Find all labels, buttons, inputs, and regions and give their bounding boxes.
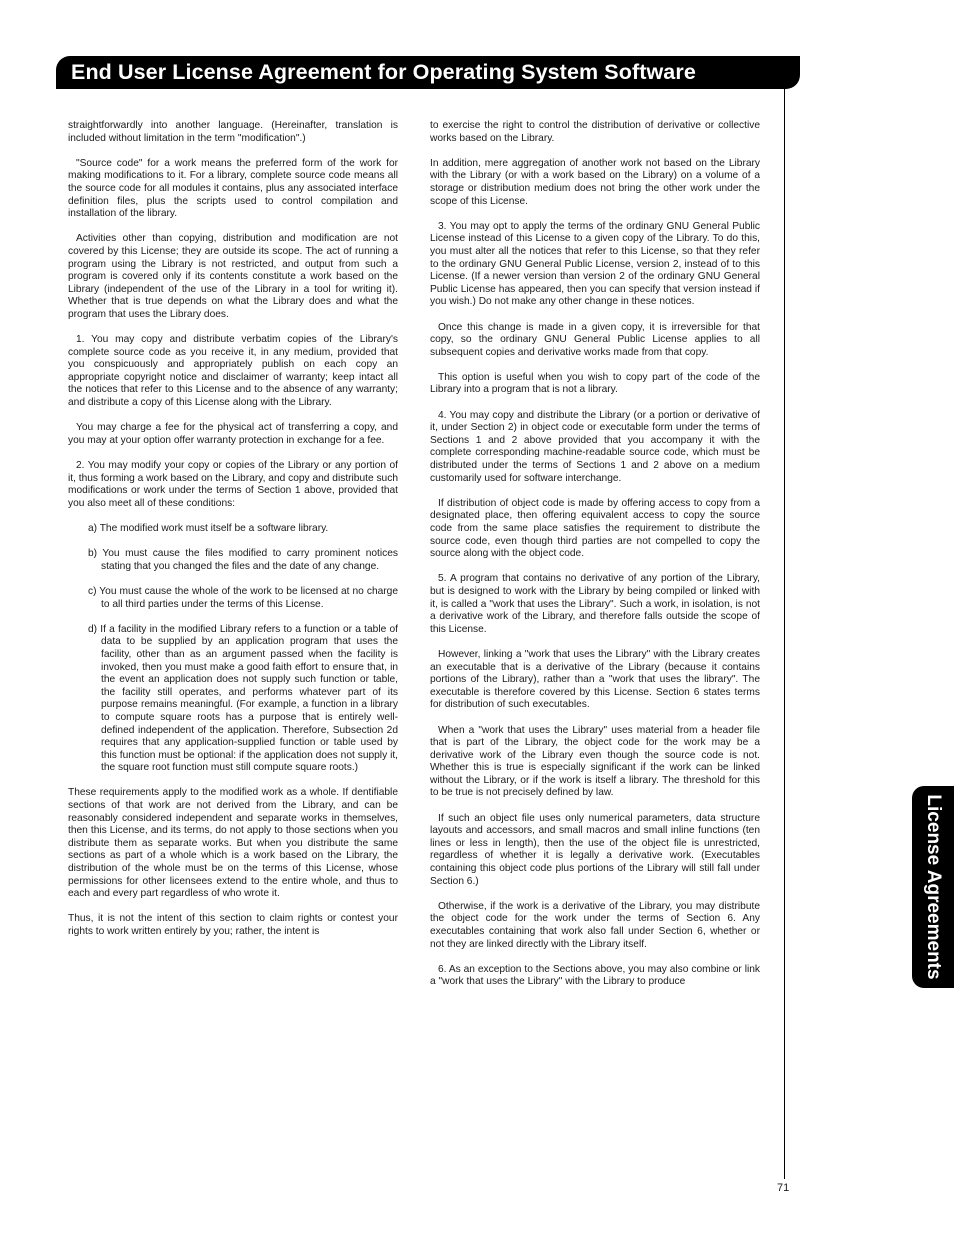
left-column bbox=[68, 120, 398, 951]
paragraph: straightforwardly into another language. (Hereinafter, translation is included without limitation in the term "modification".) bbox=[68, 120, 398, 144]
paragraph: 4. You may copy and distribute the Library (or a portion or derivative of it, under Section 2) in object code or executable form under the terms of Sections 1 and 2 above provided that you accompany it with the complete corresponding machine-readable source code, which must be distributed under the terms of Sections 1 and 2 above on a medium customarily used for software interchange. bbox=[430, 409, 760, 484]
paragraph: Otherwise, if the work is a derivative of the Library, you may distribute the object code for the work under the terms of Section 6. Any executables containing that work also fall under Section 6, whether or not they are linked directly with the Library itself. bbox=[430, 900, 760, 950]
paragraph: to exercise the right to control the distribution of derivative or collective works based on the Library. bbox=[430, 120, 760, 144]
paragraph: When a "work that uses the Library" uses material from a header file that is part of the Library, the object code for the work may be a derivative work of the Library even though the source code is not. Whether this is true is especially significant if the work can be linked without the Library, or if the work is itself a library. The threshold for this to be true is not precisely defined by law. bbox=[430, 724, 760, 799]
list-item: c) You must cause the whole of the work to be licensed at no charge to all third parties under the terms of this License. bbox=[88, 585, 398, 610]
paragraph: These requirements apply to the modified work as a whole. If dentifiable sections of that work are not derived from the Library, and can be reasonably considered independent and separate works in themselves, then this License, and its terms, do not apply to those sections when you distribute them as separate works. But when you distribute the same sections as part of a whole which is a work based on the Library, the distribution of the whole must be on the terms of this License, whose permissions for other licensees extend to the entire whole, and thus to each and every part regardless of who wrote it. bbox=[68, 787, 398, 900]
paragraph: 2. You may modify your copy or copies of the Library or any portion of it, thus forming a work based on the Library, and copy and distribute such modifications or work under the terms of Section 1 above, provided that you also meet all of these conditions: bbox=[68, 460, 398, 509]
paragraph: 6. As an exception to the Sections above, you may also combine or link a "work that uses the Library" with the Library to produce bbox=[430, 963, 760, 988]
paragraph: You may charge a fee for the physical act of transferring a copy, and you may at your option offer warranty protection in exchange for a fee. bbox=[68, 422, 398, 446]
page-title: End User License Agreement for Operating System Software bbox=[71, 60, 696, 84]
paragraph: Once this change is made in a given copy, it is irreversible for that copy, so the ordinary GNU General Public License applies to all subsequent copies and derivative works made from that copy. bbox=[430, 321, 760, 358]
title-bar bbox=[56, 56, 800, 89]
paragraph: "Source code" for a work means the preferred form of the work for making modifications to it. For a library, complete source code means all the source code for all modules it contains, plus any associated interface definition files, plus the scripts used to control compilation and installation of the library. bbox=[68, 157, 398, 220]
right-column bbox=[430, 120, 760, 1002]
paragraph: 5. A program that contains no derivative of any portion of the Library, but is designed to work with the Library by being compiled or linked with it, is called a "work that uses the Library". Such a work, in isolation, is not a derivative work of the Library, and therefore falls outside the scope of this License. bbox=[430, 573, 760, 635]
paragraph: This option is useful when you wish to copy part of the code of the Library into a program that is not a library. bbox=[430, 371, 760, 396]
list-item: b) You must cause the files modified to carry prominent notices stating that you changed the files and the date of any change. bbox=[88, 548, 398, 572]
list-item: d) If a facility in the modified Library refers to a function or a table of data to be supplied by an application program that uses the facility, other than as an argument passed when the facility is invoked, then you must make a good faith effort to ensure that, in the event an application does not supply such function or table, the facility still operates, and performs whatever part of its purpose remains meaningful. (For example, a function in a library to compute square roots has a purpose that is entirely well-defined independent of the application. Therefore, Subsection 2d requires that any application-supplied function or table used by this function must be optional: if the application does not supply it, the square root function must still compute square roots.) bbox=[88, 623, 398, 774]
paragraph: In addition, mere aggregation of another work not based on the Library with the Library (or with a work based on the Library) on a volume of a storage or distribution medium does not bring the other work under the scope of this License. bbox=[430, 157, 760, 207]
list-item: a) The modified work must itself be a software library. bbox=[88, 523, 329, 534]
paragraph: 1. You may copy and distribute verbatim copies of the Library's complete source code as you receive it, in any medium, provided that you conspicuously and appropriately publish on each copy an appropriate copyright notice and disclaimer of warranty; keep intact all the notices that refer to this License and to the absence of any warranty; and distribute a copy of this License along with the Library. bbox=[68, 334, 398, 409]
vertical-rule bbox=[784, 89, 785, 1179]
section-tab bbox=[912, 786, 954, 988]
paragraph: Thus, it is not the intent of this section to claim rights or contest your rights to work written entirely by you; rather, the intent is bbox=[68, 913, 398, 937]
paragraph: If such an object file uses only numerical parameters, data structure layouts and accessors, and small macros and small inline functions (ten lines or less in length), then the use of the object file is unrestricted, regardless of whether it is legally a derivative work. (Executables containing this object code plus portions of the Library will still fall under Section 6.) bbox=[430, 812, 760, 887]
paragraph: However, linking a "work that uses the Library" with the Library creates an executable that is a derivative of the Library (because it contains portions of the Library), rather than a "work that uses the library". The executable is therefore covered by this License. Section 6 states terms for distribution of such executables. bbox=[430, 648, 760, 711]
section-tab-label: License Agreements bbox=[923, 794, 944, 980]
paragraph: Activities other than copying, distribution and modification are not covered by this License; they are outside its scope. The act of running a program using the Library is not restricted, and output from such a program is covered only if its contents constitute a work based on the Library (independent of the use of the Library in a tool for writing it). Whether that is true depends on what the Library does and what the program that uses the Library does. bbox=[68, 233, 398, 320]
paragraph: 3. You may opt to apply the terms of the ordinary GNU General Public License instead of this License to a given copy of the Library. To do this, you must alter all the notices that refer to this License, so that they refer to the ordinary GNU General Public License, version 2, instead of to this License. (If a newer version than version 2 of the ordinary GNU General Public License has appeared, then you can specify that version instead if you wish.) Do not make any other change in these notices. bbox=[430, 220, 760, 308]
paragraph: If distribution of object code is made by offering access to copy from a designated place, then offering equivalent access to copy the source code from the same place satisfies the requirement to distribute the source code, even though third parties are not compelled to copy the source along with the object code. bbox=[430, 497, 760, 560]
page-number: 71 bbox=[777, 1182, 790, 1194]
